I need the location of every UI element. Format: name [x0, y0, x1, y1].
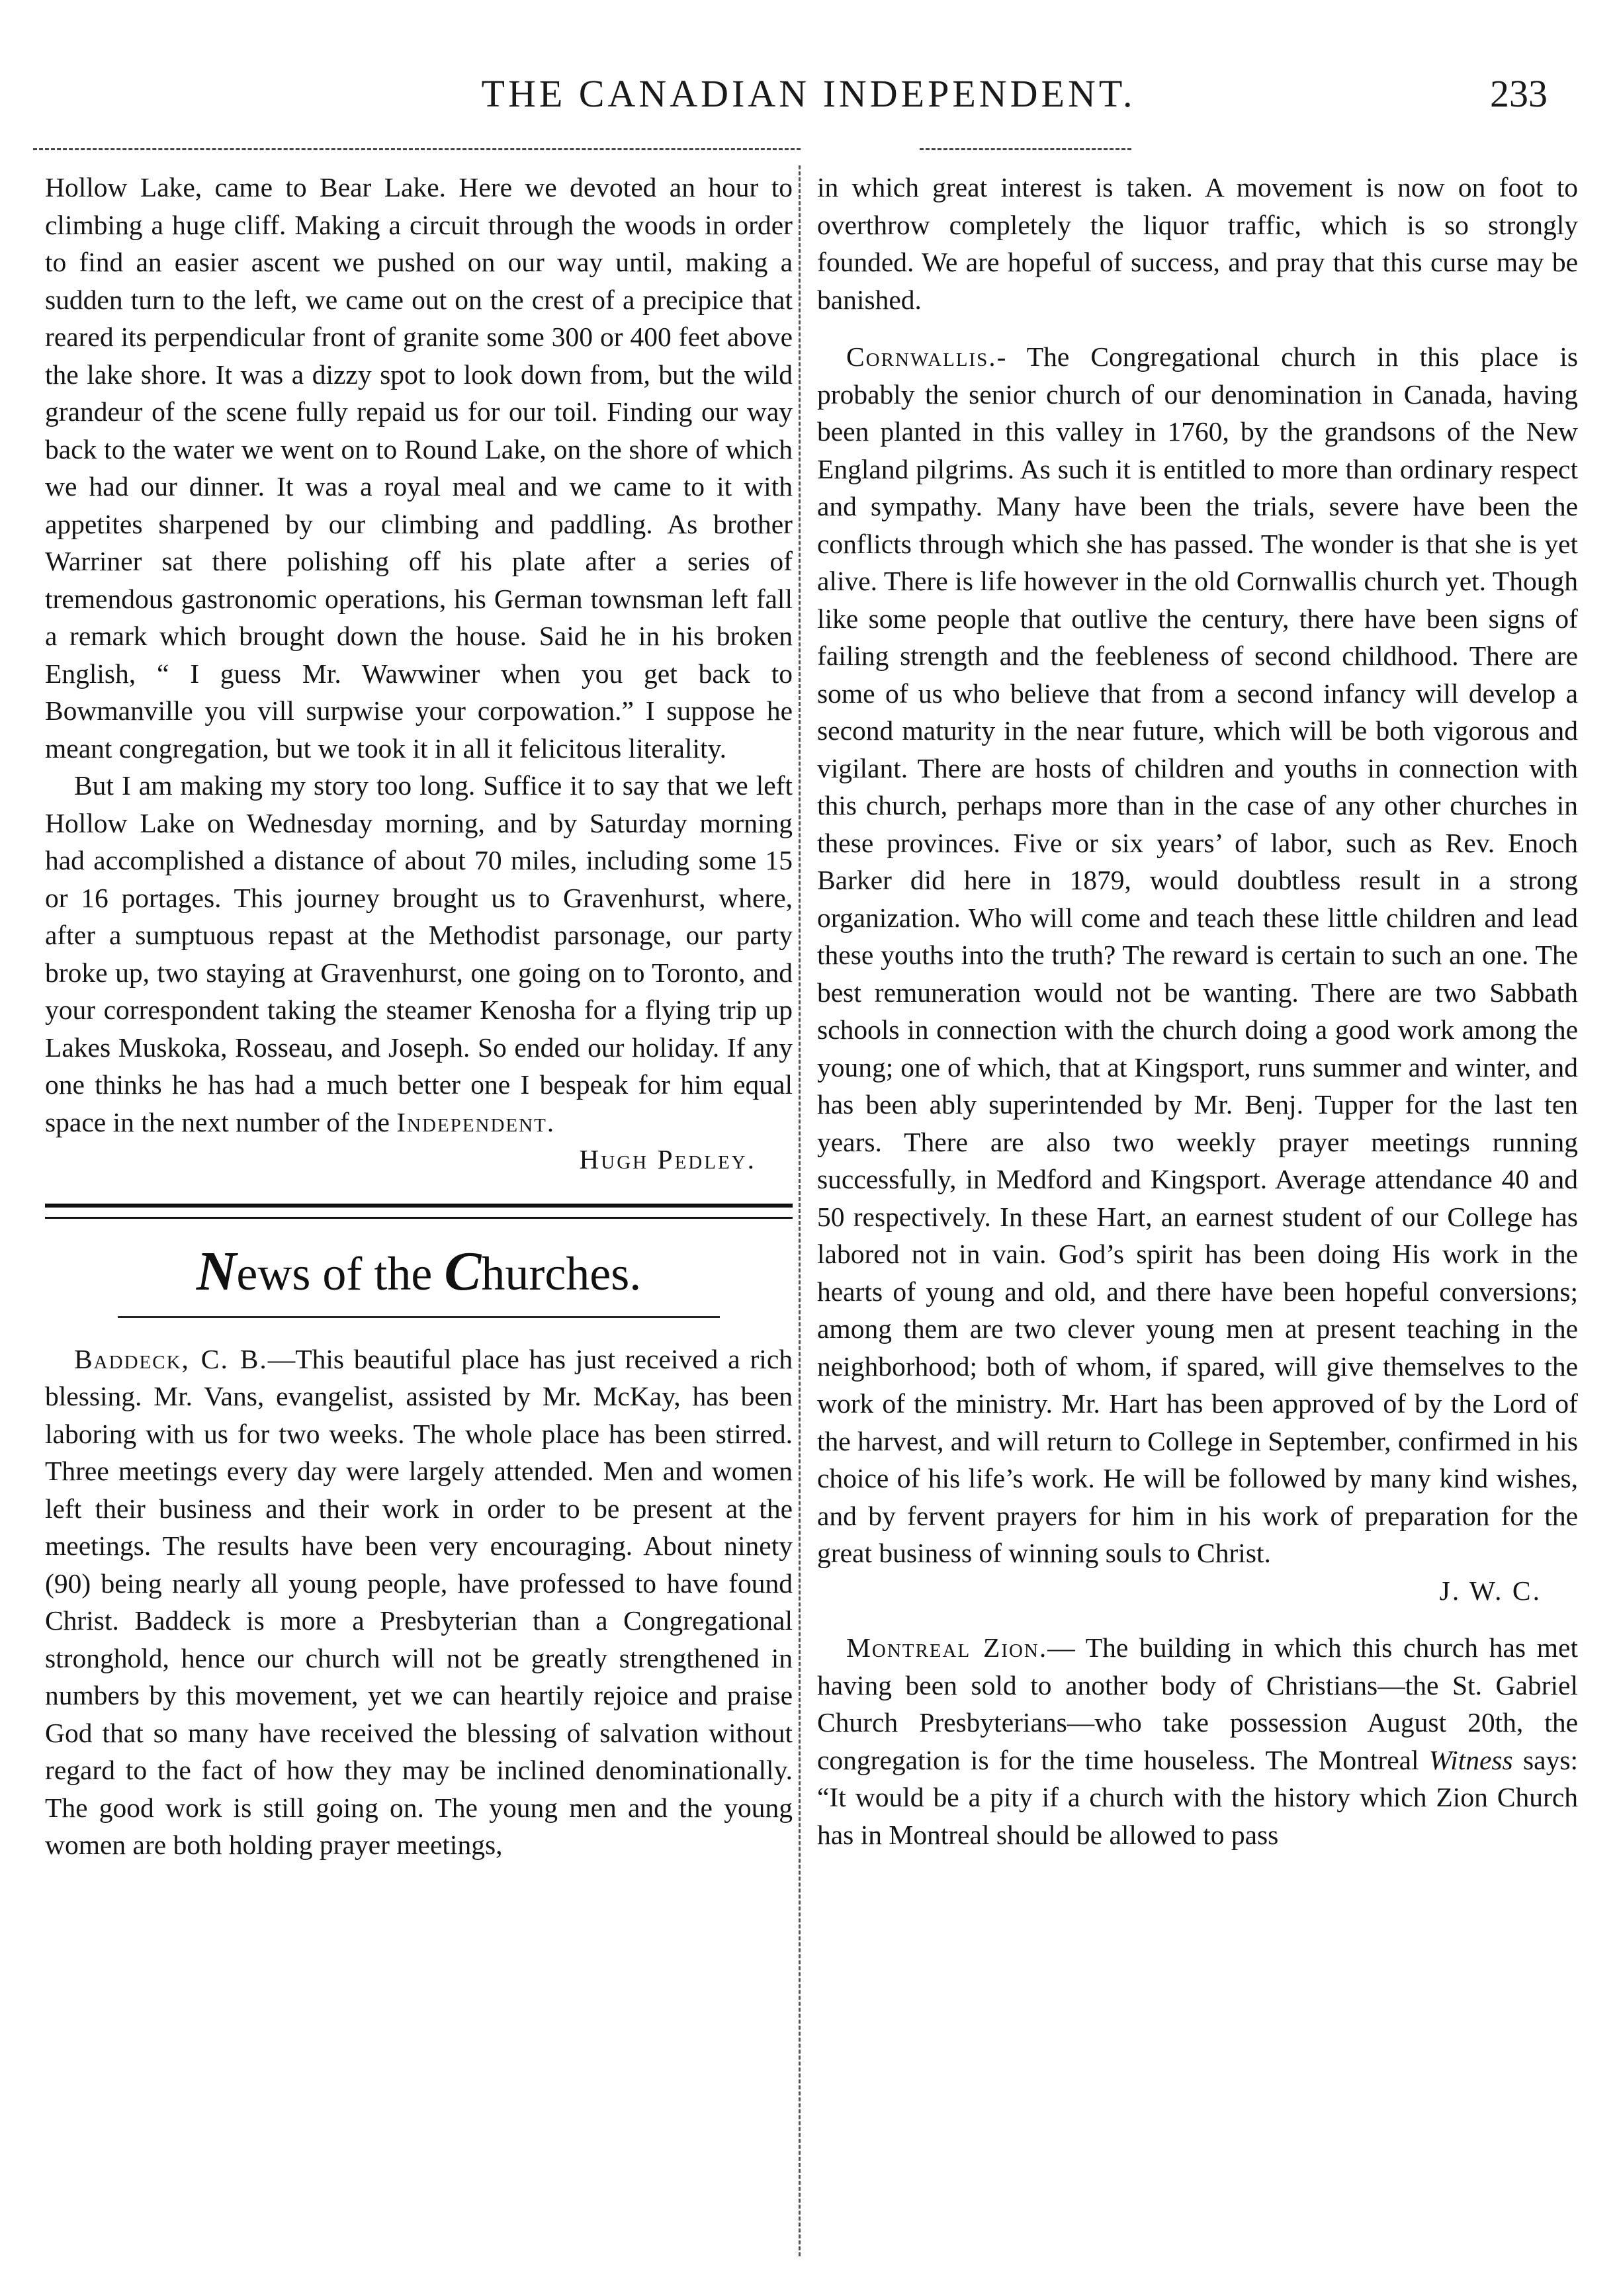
- page-title: THE CANADIAN INDEPENDENT.: [481, 72, 1136, 115]
- heading-text-part-1: ews of the: [236, 1247, 445, 1300]
- montreal-paper-name: Witness: [1428, 1744, 1513, 1775]
- baddeck-report: [45, 1341, 793, 1864]
- travel-letter-continuation: Hollow Lake, came to Bear Lake. Here we devoted an hour to climbing a huge cliff. Making a circuit through the woods in order to find an easier ascent we pushed on our way until, making a sudden turn to the left, we came out on the crest of a precipice that reared its perpendicular front of granite some 300 or 400 feet above the lake shore. It was a dizzy spot to look down from, but the wild grandeur of the scene fully repaid us for our toil. Finding our way back to the water we went on to Round Lake, on the shore of which we had our dinner. It was a royal meal and we came to it with appetites sharpened by our climbing and paddling. As brother Warriner sat there polishing off his plate after a series of tremendous gastronomic operations, his German townsman left fall a remark which brought down the house. Said he in his broken English, “ I guess Mr. Wawwiner when you get back to Bowmanville you vill surpwise your corpowation.” I suppose he meant congregation, but we took it in all it felicitous literality.: [45, 172, 793, 764]
- cornwallis-signature: J. W. C.: [1439, 1575, 1542, 1606]
- author-signature: Hugh Pedley.: [579, 1144, 756, 1174]
- section-divider-thin: [118, 1316, 720, 1318]
- left-column: [45, 169, 793, 1864]
- travel-letter-closing-paragraph: [45, 767, 793, 1141]
- paper-name: Independent.: [396, 1106, 556, 1137]
- column-divider: [799, 165, 801, 2256]
- cornwallis-report: [817, 338, 1578, 1572]
- right-column: [817, 169, 1578, 1853]
- heading-text-part-2: hurches.: [481, 1247, 642, 1300]
- cornwallis-place-name: Cornwallis.: [846, 341, 997, 372]
- heading-initial-n: N: [196, 1240, 237, 1302]
- section-divider-heavy: [45, 1204, 793, 1219]
- montreal-report-text-2: says: “It would be a pity if a church with the history which Zion Church has in Montreal should be allowed to pass: [817, 1744, 1578, 1850]
- montreal-zion-report: [817, 1629, 1578, 1853]
- closing-paragraph-text: But I am making my story too long. Suffice it to say that we left Hollow Lake on Wednesday morning, and by Saturday morning had accomplished a distance of about 70 miles, including some 15 or 16 portages. This journey brought us to Gravenhurst, where, after a sumptuous repast at the Methodist parsonage, our party broke up, two staying at Gravenhurst, one going on to Toronto, and your correspondent taking the steamer Kenosha for a flying trip up Lakes Muskoka, Rosseau, and Joseph. So ended our holiday. If any one thinks he has had a much better one I bespeak for him equal space in the next number of the: [45, 770, 793, 1137]
- cornwallis-report-text: - The Congregational church in this place is probably the senior church of our denomination in Canada, having been planted in this valley in 1760, by the grandsons of the New England pilgrims. As such it is entitled to more than ordinary respect and sympathy. Many have been the trials, severe have been the conflicts through which she has passed. The wonder is that she is yet alive. There is life however in the old Cornwallis church yet. Though like some people that outlive the century, there have been signs of failing strength and the feebleness of second childhood. There are some of us who believe that from a second infancy will develop a second maturity in the near future, which will be both vigorous and vigilant. There are hosts of children and youths in connection with this church, perhaps more than in the case of any other churches in these provinces. Five or six years’ of labor, such as Rev. Enoch Barker did here in 1879, would doubtless result in a strong organization. Who will come and teach these little children and lead these youths into the truth? The reward is certain to such an one. The best remuneration would not be wanting. There are two Sabbath schools in connection with the church doing a good work among the young; one of which, that at Kingsport, runs summer and winter, and has been ably superintended by Mr. Benj. Tupper for the last ten years. There are also two weekly prayer meetings running successfully, in Medford and Kingsport. Average attendance 40 and 50 respectively. In these Hart, an earnest student of our College has labored not in vain. God’s spirit has been doing His work in the hearts of young and old, and there have been hopeful conversions; among them are two clever young men at present teaching in the neighborhood; both of whom, if spared, will give themselves to the work of the ministry. Mr. Hart has been approved of by the Lord of the harvest, and will return to College in September, confirmed in his choice of his life’s work. He will be followed by many kind wishes, and by fervent prayers for him in his work of preparation for the great business of winning souls to Christ.: [817, 341, 1578, 1568]
- baddeck-continuation: in which great interest is taken. A movement is now on foot to overthrow completely the liquor traffic, which is so strongly founded. We are hopeful of success, and pray that this curse may be banished.: [817, 172, 1578, 315]
- montreal-place-name: Montreal Zion.: [846, 1632, 1048, 1663]
- heading-initial-c: C: [444, 1240, 482, 1302]
- header-rule-right: [920, 148, 1131, 150]
- section-heading: [45, 1239, 793, 1307]
- header-rule-left: [33, 148, 801, 150]
- running-head: [40, 71, 1577, 131]
- page-number: 233: [1490, 72, 1548, 115]
- baddeck-place-name: Baddeck, C. B.: [74, 1343, 268, 1374]
- baddeck-report-text: —This beautiful place has just received a rich blessing. Mr. Vans, evangelist, assisted by Mr. McKay, has been laboring with us for two weeks. The whole place has been stirred. Three meetings every day were largely attended. Men and women left their business and their work in order to be present at the meetings. The results have been very encouraging. About ninety (90) being nearly all young people, have professed to have found Christ. Baddeck is more a Presbyterian than a Congregational stronghold, hence our church will not be greatly strengthened in numbers by this movement, yet we can heartily rejoice and praise God that so many have received the blessing of salvation without regard to the fact of how they may be inclined denominationally. The good work is still going on. The young men and the young women are both holding prayer meetings,: [45, 1343, 793, 1860]
- montreal-report-text-1: — The building in which this church has met having been sold to another body of Christians—the St. Gabriel Church Presbyterians—who take possession August 20th, the congregation is for the time houseless. The Montreal: [817, 1632, 1579, 1775]
